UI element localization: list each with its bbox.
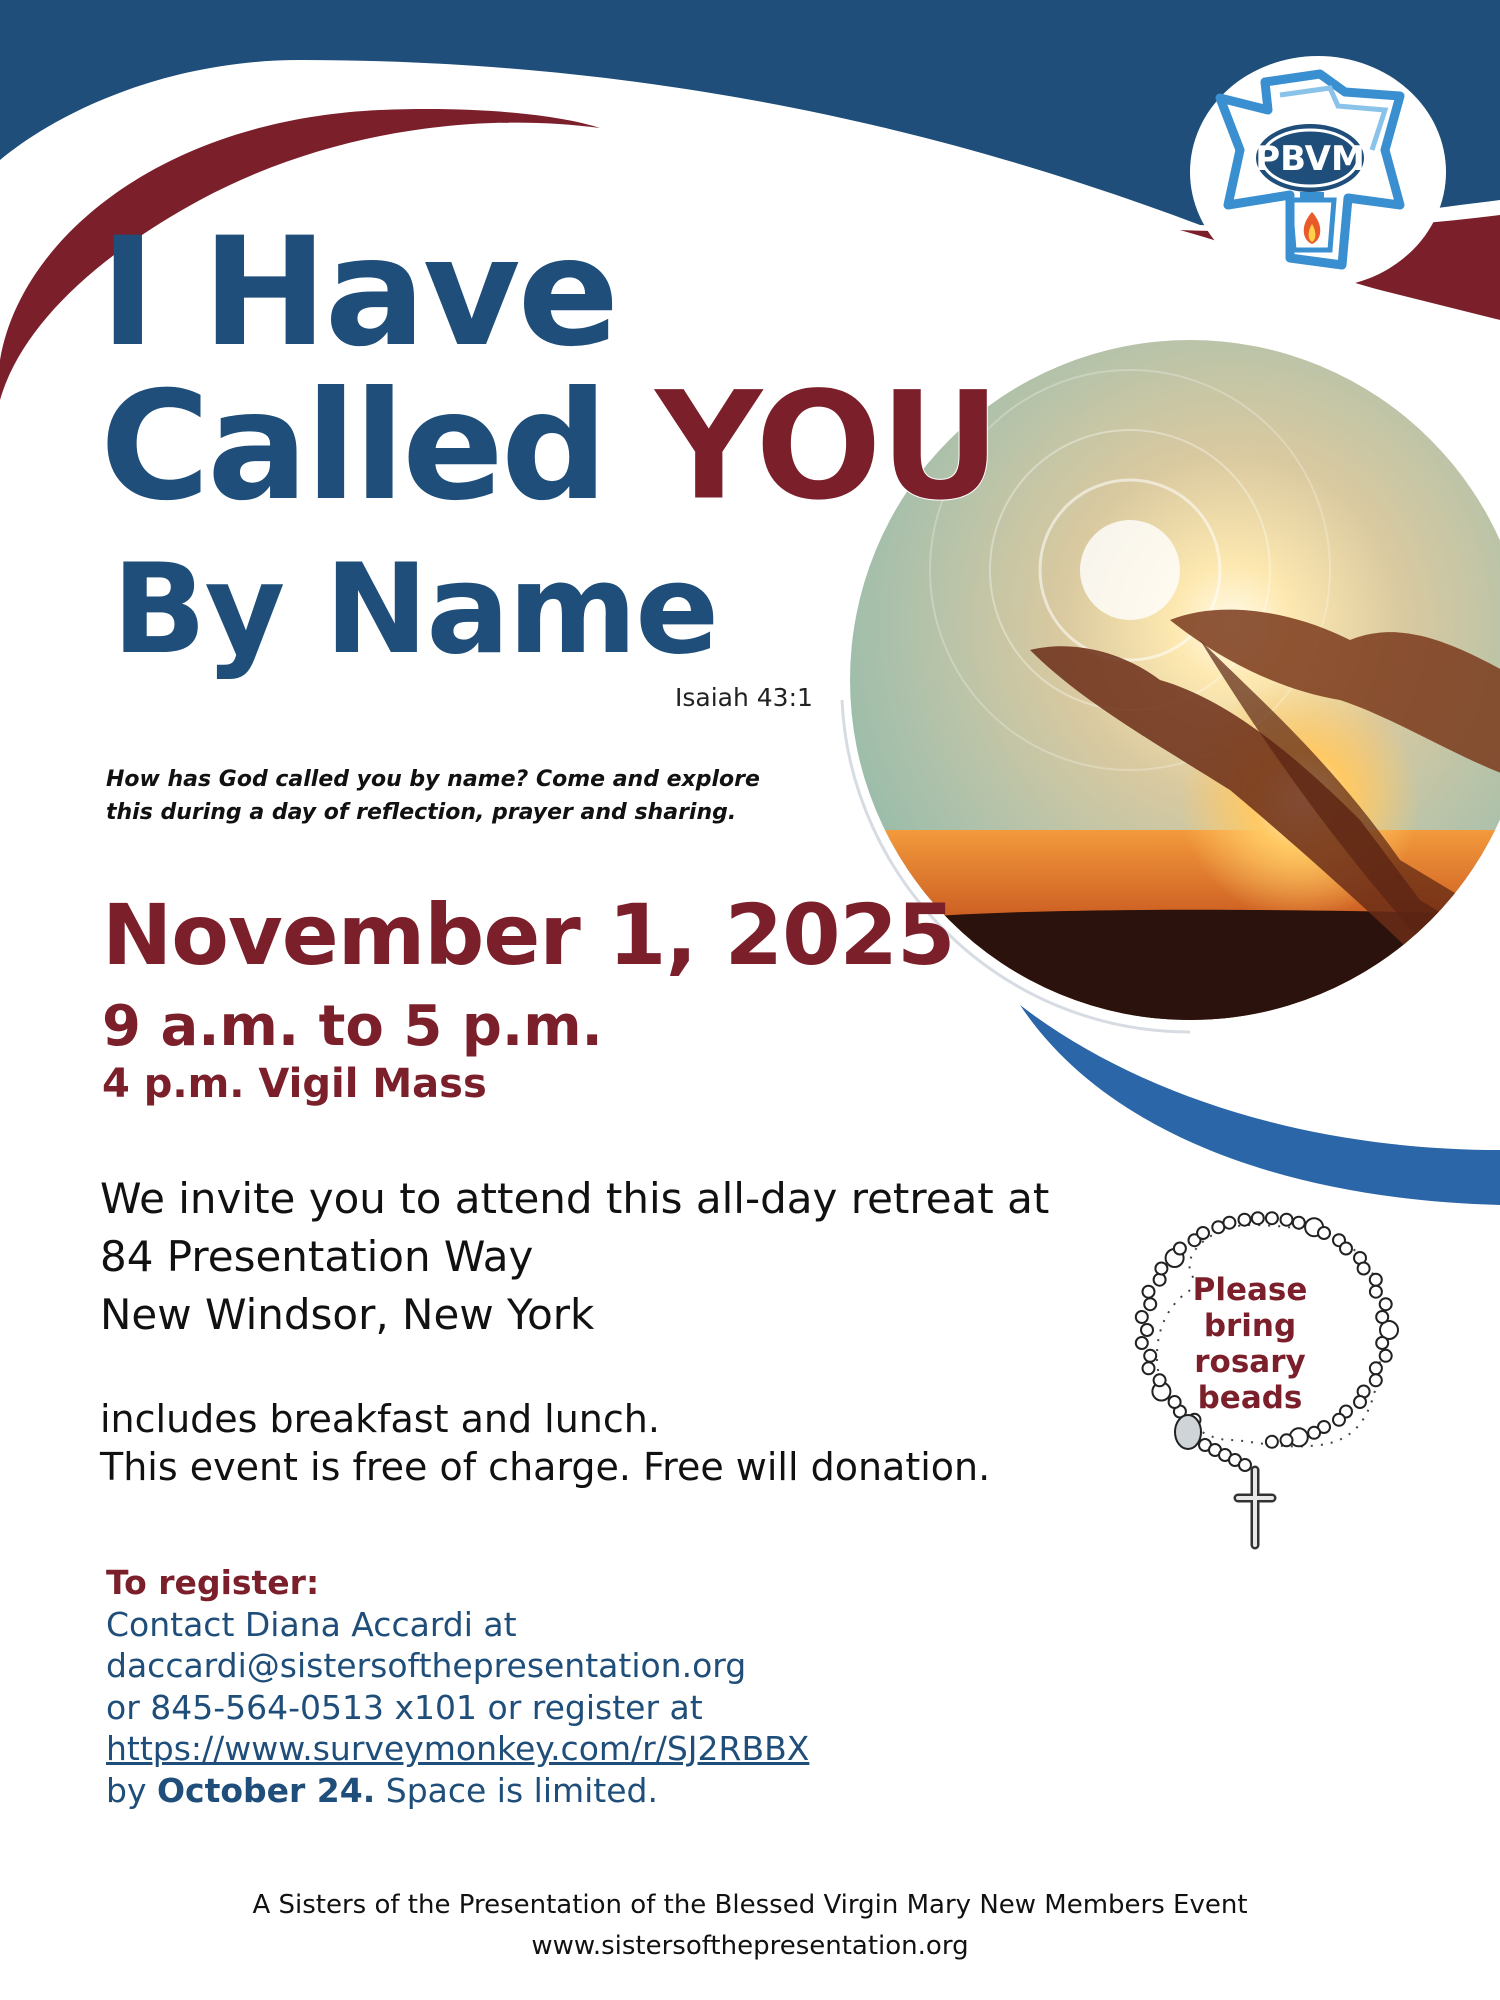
event-date: November 1, 2025 [102, 886, 955, 984]
rosary-bead [1154, 1274, 1166, 1286]
footer-website[interactable]: www.sistersofthepresentation.org [531, 1931, 969, 1961]
meals-note: includes breakfast and lunch. [100, 1397, 660, 1441]
rosary-bead [1136, 1337, 1148, 1349]
rosary-bead [1380, 1298, 1392, 1310]
rosary-note-line: Please [1192, 1272, 1308, 1308]
rosary-bead [1340, 1243, 1352, 1255]
rosary-bead [1266, 1212, 1278, 1224]
title-you-highlight: YOU [654, 360, 999, 534]
register-email[interactable]: daccardi@sistersofthepresentation.org [106, 1646, 747, 1685]
register-phone: or 845-564-0513 x101 or register at [106, 1687, 703, 1727]
deadline-date: October 24. [156, 1770, 376, 1810]
scripture-reference: Isaiah 43:1 [675, 683, 813, 712]
rosary-bead [1293, 1217, 1305, 1229]
rosary-bead [1370, 1274, 1382, 1286]
rosary-bead [1197, 1227, 1209, 1239]
by-text: by [106, 1770, 157, 1810]
title-line-1: I Have [100, 206, 617, 380]
event-time: 9 a.m. to 5 p.m. [102, 994, 603, 1059]
invite-line: We invite you to attend this all-day retreat at [100, 1174, 1050, 1223]
registration-block [106, 1562, 809, 1811]
rosary-bead [1358, 1263, 1370, 1275]
intro-text: How has God called you by name? Come and explore this during a day of reflection, prayer and sharing. [106, 767, 760, 825]
rosary-bead [1223, 1217, 1235, 1229]
rosary-bead [1308, 1427, 1320, 1439]
title-line-2-prefix: Called [100, 360, 655, 534]
address-street: 84 Presentation Way [100, 1232, 534, 1281]
rosary-bead [1144, 1350, 1156, 1362]
rosary-bead [1370, 1374, 1382, 1386]
rosary-bead [1144, 1298, 1156, 1310]
pbvm-logo [1190, 56, 1446, 288]
footer-organization: A Sisters of the Presentation of the Blessed Virgin Mary New Members Event [252, 1890, 1248, 1920]
register-url-link[interactable]: https://www.surveymonkey.com/r/SJ2RBBX [106, 1729, 810, 1768]
rosary-bead [1174, 1243, 1186, 1255]
rosary-bead [1376, 1337, 1388, 1349]
rosary-note-line: beads [1197, 1380, 1303, 1416]
rosary-bead [1370, 1286, 1382, 1298]
title-line-2 [100, 360, 999, 534]
rosary-bead [1143, 1362, 1155, 1374]
address-city: New Windsor, New York [100, 1290, 595, 1339]
register-contact: Contact Diana Accardi at [106, 1604, 517, 1644]
title-line-3: By Name [112, 538, 718, 682]
rosary-bead [1252, 1212, 1264, 1224]
rosary-note [1170, 1272, 1330, 1416]
rosary-bead [1354, 1396, 1366, 1408]
rosary-bead [1136, 1311, 1148, 1323]
event-details [100, 1395, 990, 1491]
rosary-bead [1141, 1324, 1153, 1336]
register-deadline-line [106, 1770, 809, 1812]
rosary-bead [1239, 1214, 1251, 1226]
vigil-mass-time: 4 p.m. Vigil Mass [102, 1061, 487, 1107]
rosary-bead [1281, 1434, 1293, 1446]
rosary-bead [1239, 1459, 1251, 1471]
invite-block [100, 1170, 1049, 1344]
rosary-note-line: bring [1203, 1308, 1297, 1344]
rosary-bead [1376, 1311, 1388, 1323]
rosary-bead [1143, 1286, 1155, 1298]
rosary-note-line: rosary [1194, 1344, 1306, 1380]
rosary-bead [1380, 1350, 1392, 1362]
space-limited-text: Space is limited. [375, 1770, 658, 1810]
register-heading: To register: [106, 1563, 320, 1602]
rosary-bead [1333, 1414, 1345, 1426]
rosary-bead [1370, 1362, 1382, 1374]
rosary-bead [1266, 1436, 1278, 1448]
rosary-bead [1155, 1263, 1167, 1275]
rosary-bead [1154, 1374, 1166, 1386]
rosary-bead [1318, 1227, 1330, 1239]
cost-note: This event is free of charge. Free will donation. [100, 1445, 991, 1489]
rosary-bead [1281, 1214, 1293, 1226]
logo-text: PBVM [1255, 139, 1365, 179]
